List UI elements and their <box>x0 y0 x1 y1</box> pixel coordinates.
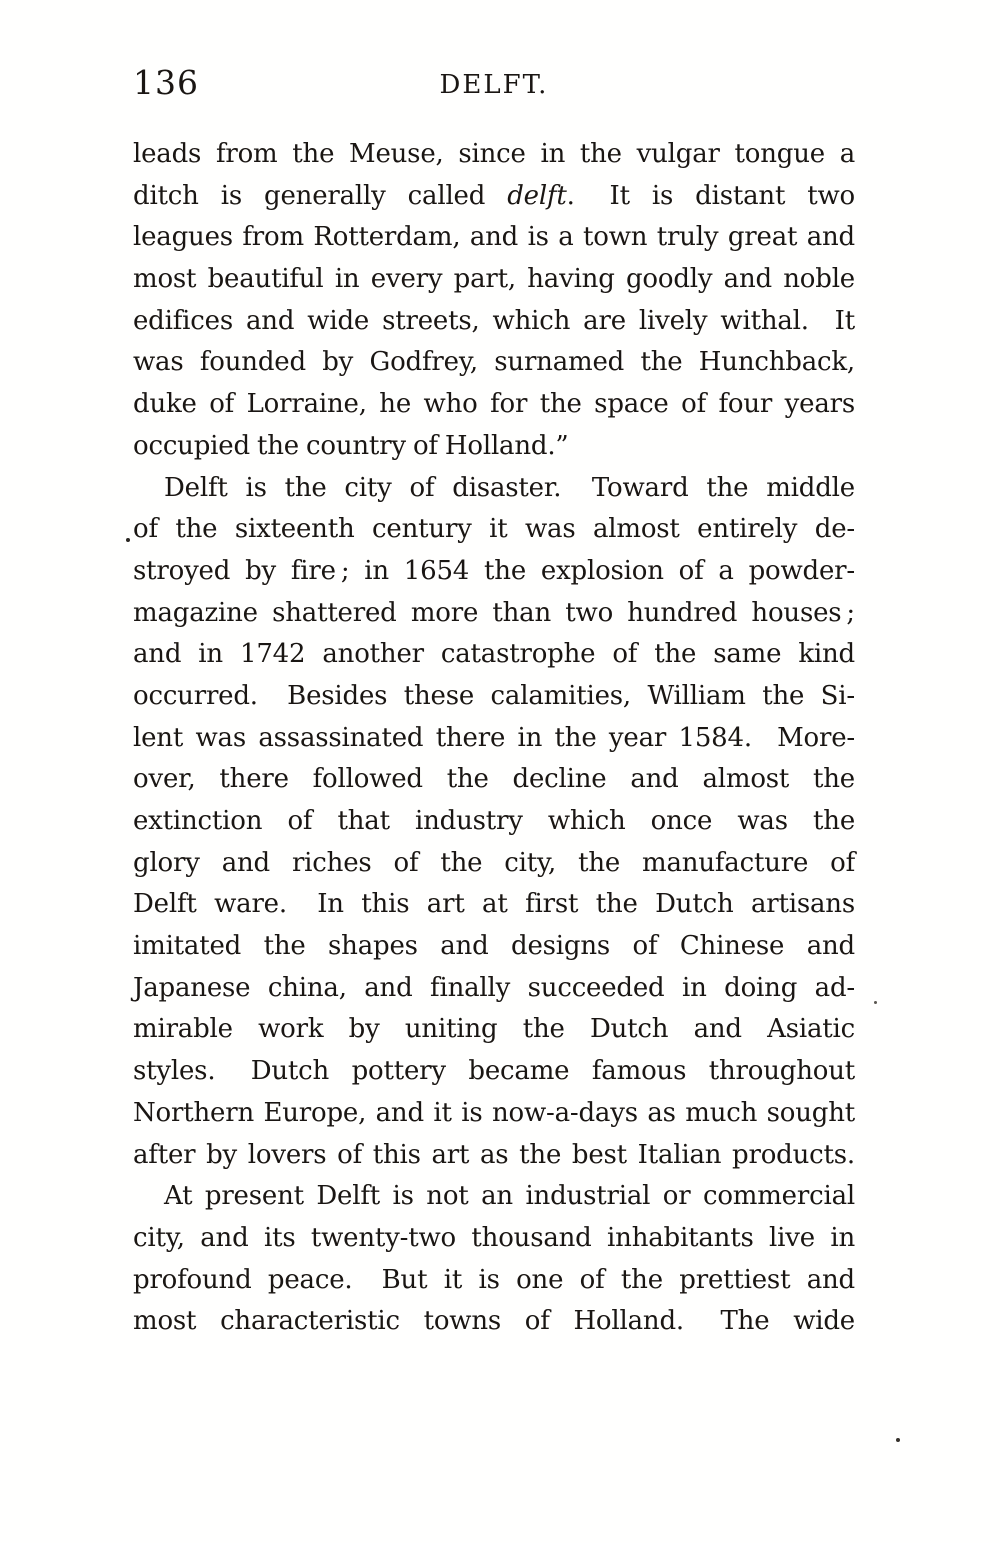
text-segment: styles. Dutch pottery became famous throughout <box>133 1056 855 1087</box>
text-segment: magazine shattered more than two hundred houses ; <box>133 597 855 628</box>
text-segment: occupied the country of Holland.” <box>133 430 569 461</box>
text-segment: edifices and wide streets, which are lively withal. It <box>133 305 855 336</box>
text-line <box>133 468 855 510</box>
text-line <box>133 551 855 593</box>
text-line <box>133 301 855 343</box>
text-segment: Delft is the city of disaster. Toward the middle <box>164 472 855 503</box>
text-segment: city, and its twenty-two thousand inhabitants live in <box>133 1222 855 1253</box>
text-line <box>133 1301 855 1343</box>
text-segment: Delft ware. In this art at first the Dutch artisans <box>133 889 855 920</box>
text-line <box>133 1176 855 1218</box>
text-segment: glory and riches of the city, the manufacture of <box>133 847 855 878</box>
text-line <box>133 342 855 384</box>
scan-speck <box>896 1438 900 1442</box>
text-line <box>133 1051 855 1093</box>
text-line <box>133 217 855 259</box>
text-line <box>133 259 855 301</box>
text-segment: was founded by Godfrey, surnamed the Hunchback, <box>133 347 855 378</box>
italic-word: delft <box>507 180 567 211</box>
text-line <box>133 593 855 635</box>
text-segment: occurred. Besides these calamities, William the Si- <box>133 680 855 711</box>
text-line <box>133 134 855 176</box>
text-segment: . It is distant two <box>566 180 855 211</box>
text-segment: Northern Europe, and it is now-a-days as much sought <box>133 1097 855 1128</box>
text-line <box>133 384 855 426</box>
scan-speck <box>126 538 130 542</box>
text-segment: most characteristic towns of Holland. The wide <box>133 1306 855 1337</box>
text-segment: duke of Lorraine, he who for the space of four years <box>133 389 855 420</box>
body-text <box>133 134 855 1343</box>
text-line <box>133 884 855 926</box>
text-segment: extinction of that industry which once was the <box>133 806 855 836</box>
text-segment: and in 1742 another catastrophe of the same kind <box>133 639 855 670</box>
text-line <box>133 1135 855 1177</box>
text-line <box>133 718 855 760</box>
text-segment: Japanese china, and finally succeeded in doing ad- <box>133 972 855 1003</box>
text-line <box>133 968 855 1010</box>
text-line <box>133 1218 855 1260</box>
text-line <box>133 759 855 801</box>
text-line <box>133 176 855 218</box>
text-line <box>133 801 855 843</box>
text-segment: ditch is generally called <box>133 180 508 211</box>
text-segment: At present Delft is not an industrial or commercial <box>164 1181 855 1212</box>
running-head-title: DELFT. <box>439 70 549 100</box>
text-segment: leads from the Meuse, since in the vulgar tongue a <box>133 139 855 169</box>
text-line <box>133 1093 855 1135</box>
text-segment: mirable work by uniting the Dutch and Asiatic <box>133 1014 855 1045</box>
text-line <box>133 1009 855 1051</box>
text-segment: profound peace. But it is one of the prettiest and <box>133 1264 855 1295</box>
text-line <box>133 509 855 551</box>
scan-speck <box>874 1001 877 1004</box>
text-segment: of the sixteenth century it was almost entirely de- <box>133 514 855 545</box>
text-line <box>133 676 855 718</box>
text-segment: after by lovers of this art as the best Italian products. <box>133 1139 855 1170</box>
text-segment: leagues from Rotterdam, and is a town truly great and <box>133 222 855 253</box>
text-line <box>133 426 855 468</box>
text-line <box>133 634 855 676</box>
text-segment: stroyed by fire ; in 1654 the explosion of a powder- <box>133 555 855 586</box>
page-number: 136 <box>133 63 199 102</box>
text-line <box>133 843 855 885</box>
text-line <box>133 1260 855 1302</box>
text-segment: most beautiful in every part, having goodly and noble <box>133 264 855 295</box>
text-line <box>133 926 855 968</box>
text-segment: lent was assassinated there in the year 1584. More- <box>133 722 855 753</box>
text-segment: over, there followed the decline and almost the <box>133 764 855 795</box>
text-segment: imitated the shapes and designs of Chinese and <box>133 931 855 962</box>
